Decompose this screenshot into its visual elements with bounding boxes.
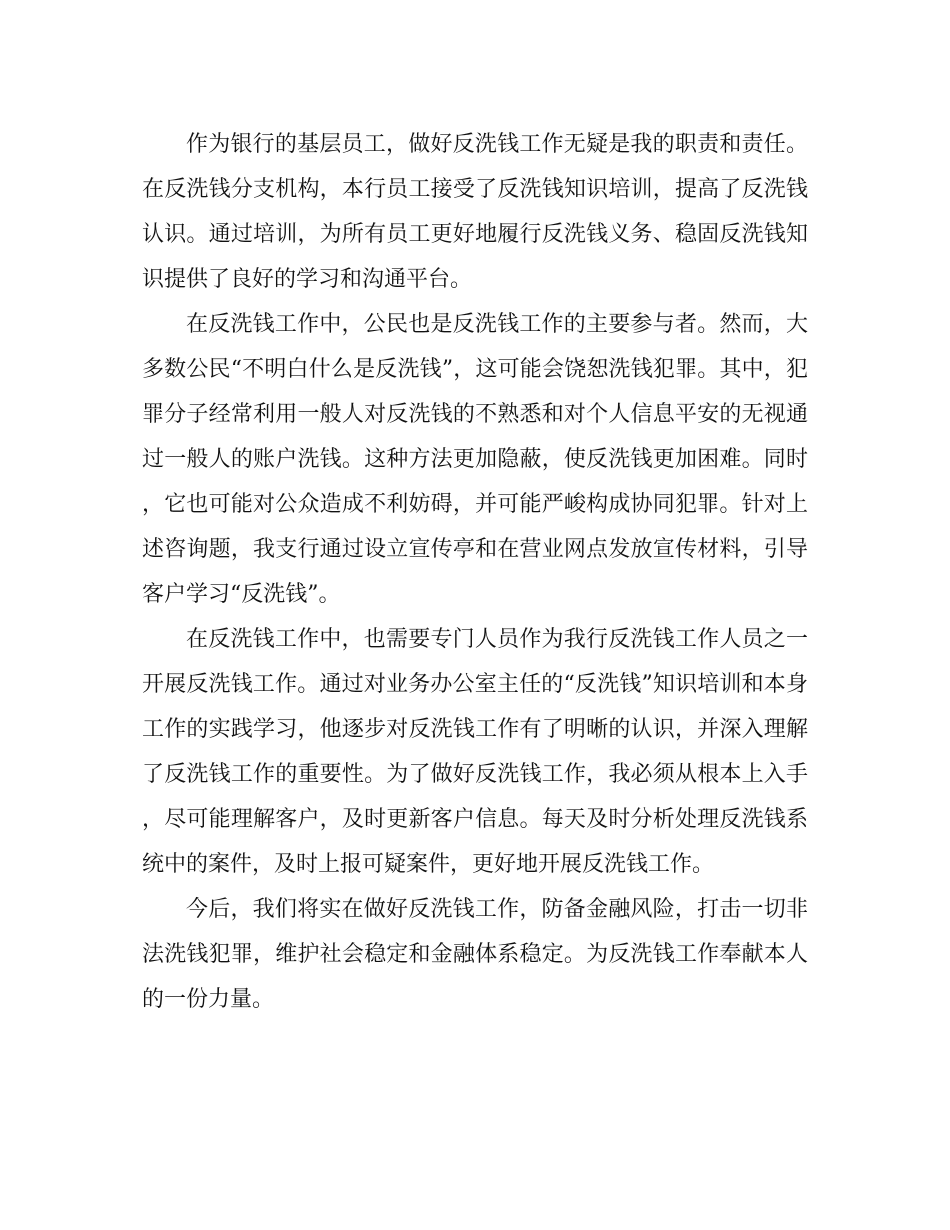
document-body xyxy=(142,122,808,1022)
paragraph-2: 在反洗钱工作中，公民也是反洗钱工作的主要参与者。然而，大多数公民“不明白什么是反洗钱”，这可能会饶恕洗钱犯罪。其中，犯罪分子经常利用一般人对反洗钱的不熟悉和对个人信息平安的无视通过一般人的账户洗钱。这种方法更加隐蔽，使反洗钱更加困难。同时，它也可能对公众造成不利妨碍，并可能严峻构成协同犯罪。针对上述咨询题，我支行通过设立宣传亭和在营业网点发放宣传材料，引导客户学习“反洗钱”。 xyxy=(142,312,808,607)
paragraph-1: 作为银行的基层员工，做好反洗钱工作无疑是我的职责和责任。在反洗钱分支机构，本行员工接受了反洗钱知识培训，提高了反洗钱认识。通过培训，为所有员工更好地履行反洗钱义务、稳固反洗钱知识提供了良好的学习和沟通平台。 xyxy=(142,132,808,292)
paragraph-3: 在反洗钱工作中，也需要专门人员作为我行反洗钱工作人员之一开展反洗钱工作。通过对业务办公室主任的“反洗钱”知识培训和本身工作的实践学习，他逐步对反洗钱工作有了明晰的认识，并深入理解了反洗钱工作的重要性。为了做好反洗钱工作，我必须从根本上入手，尽可能理解客户，及时更新客户信息。每天及时分析处理反洗钱系统中的案件，及时上报可疑案件，更好地开展反洗钱工作。 xyxy=(142,627,808,877)
paragraph-4: 今后，我们将实在做好反洗钱工作，防备金融风险，打击一切非法洗钱犯罪，维护社会稳定和金融体系稳定。为反洗钱工作奉献本人的一份力量。 xyxy=(142,897,808,1012)
